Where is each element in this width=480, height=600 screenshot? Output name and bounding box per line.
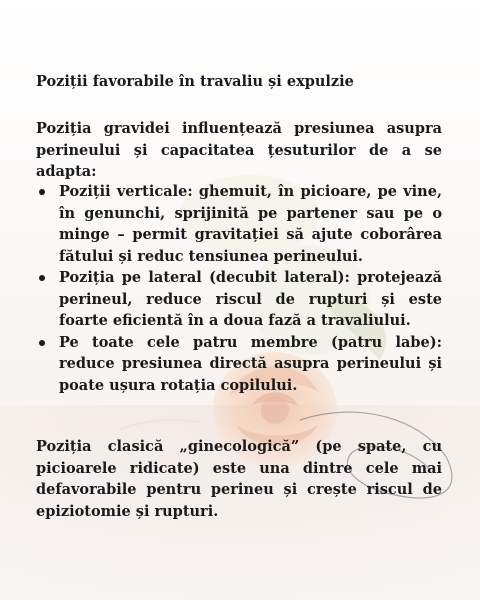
list-item — [36, 181, 442, 267]
bullet-icon — [39, 275, 45, 281]
closing-paragraph: Poziția clasică „ginecologică” (pe spate, cu picioarele ridicate) este una dintre cele mai defavorabile pentru perineu și crește riscul de epiziotomie și rupturi. — [36, 438, 442, 520]
positions-list — [36, 181, 442, 396]
bullet-icon — [39, 340, 45, 346]
list-item — [36, 332, 442, 397]
intro-paragraph: Poziția gravidei influențează presiunea asupra perineului și capacitatea țesuturilor de a se adapta: — [36, 120, 442, 180]
list-item-text: Poziția pe lateral (decubit lateral): protejează perineul, reduce riscul de rupturi și este foarte eficientă în a doua fază a travaliului. — [59, 269, 442, 329]
list-item — [36, 267, 442, 332]
list-item-text: Poziții verticale: ghemuit, în picioare, pe vine, în genunchi, sprijinită pe partener sau pe o minge – permit gravitației să ajute coborârea fătului și reduc tensiunea perineului. — [59, 183, 442, 265]
bullet-icon — [39, 189, 45, 195]
list-item-text: Pe toate cele patru membre (patru labe): reduce presiunea directă asupra perineului și poate ușura rotația copilului. — [59, 333, 442, 394]
page-title: Poziții favorabile în travaliu și expulzie — [36, 73, 354, 90]
